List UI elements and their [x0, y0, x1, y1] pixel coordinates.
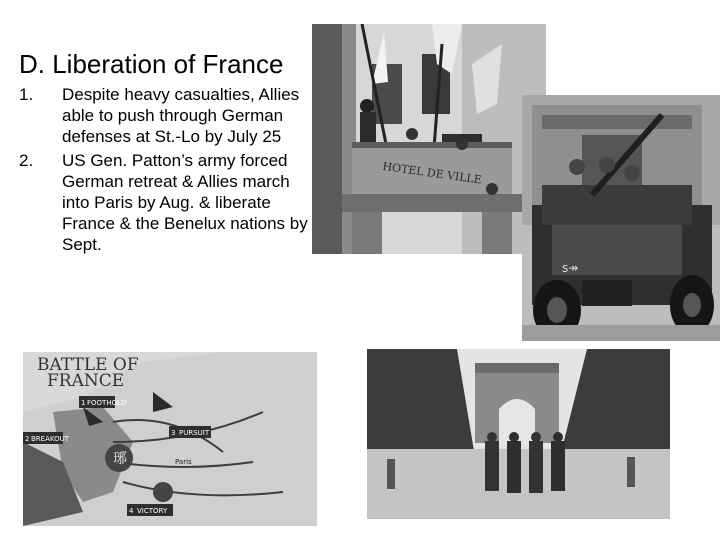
tank-illustration [522, 95, 720, 341]
bullet-text: Despite heavy casualties, Allies able to push through German defenses at St.-Lo by July 25 [62, 85, 300, 146]
slide-title: D. Liberation of France [19, 49, 284, 79]
bullet-point [19, 84, 319, 147]
tank-photo [522, 95, 720, 341]
map-step-4: 4 [129, 507, 134, 515]
map-label-victory: VICTORY [137, 507, 168, 515]
map-title-line2: FRANCE [47, 371, 125, 391]
bullet-point [19, 150, 319, 255]
map-label-foothold: FOOTHOLD [87, 399, 127, 407]
bullet-number: 1. [19, 85, 34, 104]
map-title-line1: BATTLE OF [37, 355, 139, 375]
map-step-2: 2 [25, 435, 30, 443]
hotel-sign: HOTEL DE VILLE [381, 159, 483, 187]
balcony-photo [312, 24, 546, 254]
balcony-illustration [312, 24, 546, 254]
map-label-breakout: BREAKOUT [31, 435, 69, 443]
bullet-list [19, 84, 319, 258]
map-label-paris: Paris [175, 458, 192, 466]
battle-map-illustration [23, 352, 317, 526]
arch-photo [367, 349, 670, 519]
map-label-pursuit: PURSUIT [179, 429, 210, 437]
arch-illustration [367, 349, 670, 519]
battle-map [23, 352, 317, 526]
map-step-3: 3 [171, 429, 176, 437]
bullet-text: US Gen. Patton’s army forced German retreat & Allies march into Paris by Aug. & liberate France & the Benelux nations by Sept. [62, 151, 308, 254]
bullet-number: 2. [19, 151, 34, 170]
tank-marking: s↠ [562, 261, 579, 275]
map-step-1: 1 [81, 399, 86, 407]
svg-text:琊: 琊 [113, 451, 127, 467]
